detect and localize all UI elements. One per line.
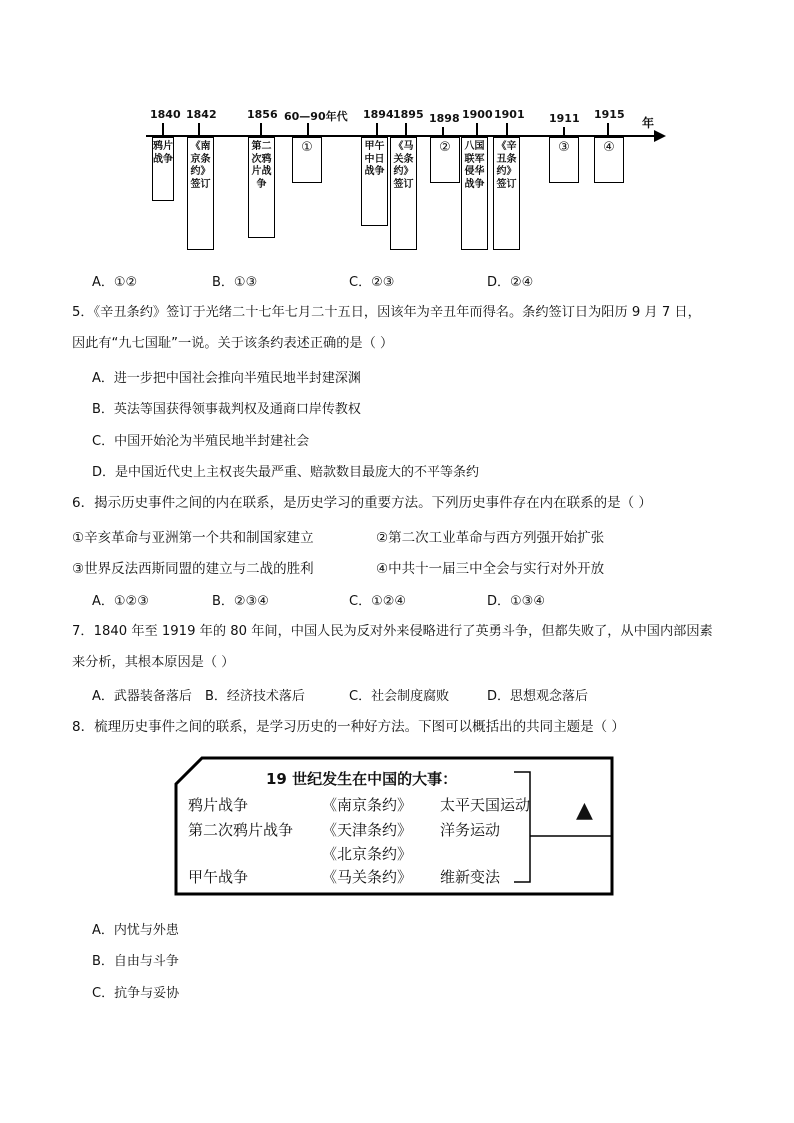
event-box: ① <box>292 137 322 183</box>
q7-option-c[interactable]: C．社会制度腐败 <box>349 689 450 704</box>
q7-option-a[interactable]: A．武器装备落后 <box>92 689 192 704</box>
event-box: ④ <box>594 137 624 183</box>
q4-option-d[interactable]: D．②④ <box>487 275 534 290</box>
axis-arrow-icon <box>654 130 666 142</box>
q8-option-c[interactable]: C．抗争与妥协 <box>92 986 180 1001</box>
year-label: 1856 <box>247 108 278 121</box>
q5-option-c[interactable]: C．中国开始沦为半殖民地半封建社会 <box>92 434 310 449</box>
q8-cell: 《北京条约》 <box>322 845 413 863</box>
q5-stem: 5．《辛丑条约》签订于光绪二十七年七月二十五日，因该年为辛丑年而得名。条约签订日为阳历 9 月 7 日， <box>72 305 701 320</box>
year-label: 1840 <box>150 108 181 121</box>
axis-label: 年 <box>642 116 655 130</box>
event-box: ③ <box>549 137 579 183</box>
q6-option-c[interactable]: C．①②④ <box>349 594 407 609</box>
q8-stem: 8．梳理历史事件之间的联系，是学习历史的一种好方法。下图可以概括出的共同主题是（ ） <box>72 719 625 735</box>
q7-stem: 7．1840 年至 1919 年的 80 年间，中国人民为反对外来侵略进行了英勇斗争，但都失败了，从中国内部因素 <box>72 624 713 639</box>
year-label: 1894 <box>363 108 394 121</box>
q6-stem: 6．揭示历史事件之间的内在联系，是历史学习的重要方法。下列历史事件存在内在联系的是（ ） <box>72 495 652 511</box>
q8-cell: 《南京条约》 <box>322 796 413 814</box>
year-label: 1915 <box>594 108 625 121</box>
event-box: 第二次鸦片战争 <box>248 137 275 238</box>
event-box: ② <box>430 137 460 183</box>
q7-stem-cont: 来分析，其根本原因是（ ） <box>72 655 235 670</box>
q7-option-d[interactable]: D．思想观念落后 <box>487 689 589 704</box>
q8-figure <box>174 756 614 896</box>
q5-option-b[interactable]: B．英法等国获得领事裁判权及通商口岸传教权 <box>92 402 361 417</box>
timeline-figure <box>0 0 794 270</box>
q4-option-c[interactable]: C．②③ <box>349 275 395 290</box>
event-box: 《马关条约》签订 <box>390 137 417 250</box>
q6-option-a[interactable]: A．①②③ <box>92 594 149 609</box>
q7-option-b[interactable]: B．经济技术落后 <box>205 689 305 704</box>
q8-cell: 洋务运动 <box>440 821 501 839</box>
q8-option-a[interactable]: A．内忧与外患 <box>92 923 179 938</box>
q6-item-1: ①辛亥革命与亚洲第一个共和制国家建立 <box>72 530 314 546</box>
q8-cell: 《马关条约》 <box>322 868 413 886</box>
event-box: 《辛丑条约》签订 <box>493 137 520 250</box>
q8-cell: 甲午战争 <box>188 868 249 886</box>
year-label: 1901 <box>494 108 525 121</box>
q8-option-b[interactable]: B．自由与斗争 <box>92 954 179 969</box>
q6-item-3: ③世界反法西斯同盟的建立与二战的胜利 <box>72 561 314 577</box>
year-label: 1898 <box>429 112 460 125</box>
year-label: 1911 <box>549 112 580 125</box>
q8-figure-title: 19 世纪发生在中国的大事： <box>266 770 458 788</box>
year-label: 1842 <box>186 108 217 121</box>
q6-item-4: ④中共十一届三中全会与实行对外开放 <box>376 561 605 577</box>
q6-option-b[interactable]: B．②③④ <box>212 594 269 609</box>
q6-item-2: ②第二次工业革命与西方列强开始扩张 <box>376 530 605 546</box>
q8-cell: 维新变法 <box>440 868 501 886</box>
event-box: 甲午中日战争 <box>361 137 388 226</box>
event-box: 《南京条约》签订 <box>187 137 214 250</box>
event-box: 鸦片战争 <box>152 137 174 201</box>
year-label: 60—90年代 <box>284 110 348 123</box>
q6-option-d[interactable]: D．①③④ <box>487 594 545 609</box>
q4-option-a[interactable]: A．①② <box>92 275 138 290</box>
year-label: 1900 <box>462 108 493 121</box>
q8-cell: 第二次鸦片战争 <box>188 821 294 839</box>
triangle-icon: ▲ <box>576 798 593 823</box>
q8-cell: 鸦片战争 <box>188 796 249 814</box>
q8-cell: 《天津条约》 <box>322 821 413 839</box>
q5-option-d[interactable]: D．是中国近代史上主权丧失最严重、赔款数目最庞大的不平等条约 <box>92 465 480 480</box>
event-box: 八国联军侵华战争 <box>461 137 488 250</box>
q8-cell: 太平天国运动 <box>440 796 531 814</box>
q5-stem-cont: 因此有“九七国耻”一说。关于该条约表述正确的是（ ） <box>72 336 394 351</box>
year-label: 1895 <box>393 108 424 121</box>
q5-option-a[interactable]: A．进一步把中国社会推向半殖民地半封建深渊 <box>92 371 361 386</box>
q4-option-b[interactable]: B．①③ <box>212 275 258 290</box>
